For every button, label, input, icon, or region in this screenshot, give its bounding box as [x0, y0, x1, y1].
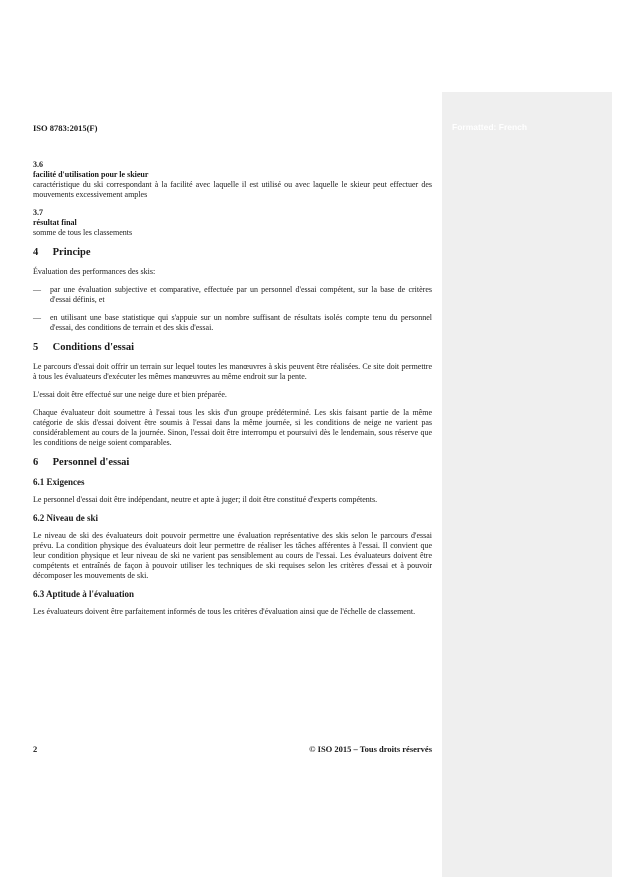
- comment-balloon-title: Formatted: French: [452, 122, 528, 132]
- subsection-heading: 6.2 Niveau de ski: [33, 513, 99, 523]
- copyright-notice: © ISO 2015 – Tous droits réservés: [309, 744, 432, 754]
- term-number: 3.7: [33, 208, 43, 217]
- paragraph: Évaluation des performances des skis:: [33, 267, 156, 276]
- section-title: Conditions d'essai: [52, 342, 135, 353]
- page-number: 2: [33, 744, 38, 754]
- list-item: [33, 285, 432, 305]
- section-heading-5: [33, 341, 432, 354]
- term-entry: [33, 160, 432, 200]
- section-number: 4: [33, 247, 39, 258]
- term-name: résultat final: [33, 218, 77, 227]
- comments-pane: [442, 92, 612, 877]
- paragraph: Les évaluateurs doivent être parfaitement informés de tous les critères d'évaluation ainsi que de l'échelle de classement.: [33, 607, 416, 616]
- list-item-text: en utilisant une base statistique qui s'appuie sur un nombre suffisant de résultats isolés compte tenu du personnel d'essai, des conditions de terrain et des skis d'essai.: [50, 313, 432, 332]
- section-title: Personnel d'essai: [52, 457, 130, 468]
- paragraph: Le personnel d'essai doit être indépendant, neutre et apte à juger; il doit être constitué d'experts compétents.: [33, 495, 378, 504]
- section-number: 5: [33, 342, 39, 353]
- paragraph: Le parcours d'essai doit offrir un terrain sur lequel toutes les manœuvres à skis peuvent être réalisées. Ce site doit permettre à tous les évaluateurs d'exécuter les mêmes manœuvres au même endroit sur la pente.: [33, 362, 432, 381]
- term-name: facilité d'utilisation pour le skieur: [33, 170, 149, 179]
- dash-bullet: —: [33, 313, 41, 322]
- document-body: [33, 160, 432, 625]
- term-number: 3.6: [33, 160, 43, 169]
- document-id: ISO 8783:2015(F): [33, 123, 98, 133]
- subsection-heading: 6.1 Exigences: [33, 477, 85, 487]
- term-definition: somme de tous les classements: [33, 228, 133, 237]
- section-number: 6: [33, 457, 39, 468]
- section-heading-6: [33, 456, 432, 469]
- dash-bullet: —: [33, 285, 41, 294]
- list-item-text: par une évaluation subjective et comparative, effectuée par un personnel d'essai compétent, sur la base de critères d'essai définis, et: [50, 285, 432, 304]
- paragraph: L'essai doit être effectué sur une neige dure et bien préparée.: [33, 390, 227, 399]
- section-title: Principe: [52, 247, 91, 258]
- section-heading-4: [33, 246, 432, 259]
- term-definition: caractéristique du ski correspondant à la facilité avec laquelle il est utilisé ou avec laquelle le skieur peut effectuer des mouvements excessivement amples: [33, 180, 432, 199]
- paragraph: Le niveau de ski des évaluateurs doit pouvoir permettre une évaluation représentative des skis selon le parcours d'essai prévu. La condition physique des évaluateurs doit leur permettre de réaliser les tâches afférentes à l'essai. Il convient que leur condition physique et leur niveau de ski ne varient pas sensiblement au cours de l'essai. Les évaluateurs doivent être compétents et entraînés de façon à pouvoir utiliser les techniques de ski requises selon les critères d'essai et à pouvoir décomposer les mouvements de ski.: [33, 531, 432, 580]
- subsection-heading: 6.3 Aptitude à l'évaluation: [33, 589, 135, 599]
- term-entry: [33, 208, 432, 238]
- list-item: [33, 313, 432, 333]
- paragraph: Chaque évaluateur doit soumettre à l'essai tous les skis d'un groupe prédéterminé. Les skis faisant partie de la même catégorie de skis d'essai doivent être soumis à l'essai dans la même journée, si les conditions de neige ne varient pas considérablement au cours de la journée. Sinon, l'essai doit être interrompu et poursuivi dès le lendemain, sous réserve que les conditions de neige soient comparables.: [33, 408, 432, 447]
